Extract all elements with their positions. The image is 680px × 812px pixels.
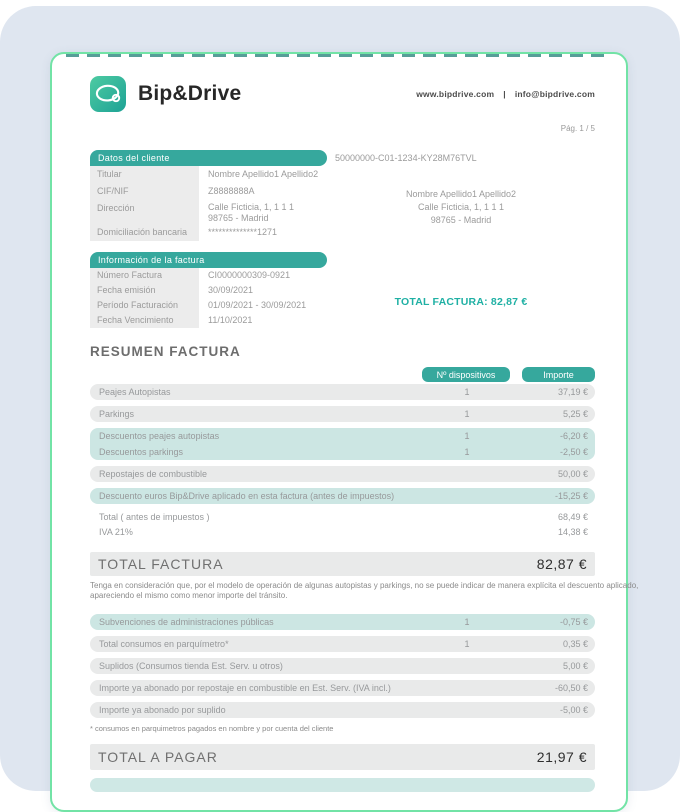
row-amount: 5,00 € (562, 661, 588, 671)
client-section (90, 150, 595, 241)
row-amount: 50,00 € (557, 469, 588, 479)
extras-row-parquimetro (90, 636, 595, 652)
extras-row-subvenciones (90, 614, 595, 630)
row-amount: 5,25 € (562, 409, 588, 419)
invoice-header (90, 76, 595, 112)
total-a-pagar-amount: 21,97 € (536, 749, 587, 765)
invoice-info-section (90, 252, 595, 328)
summary-row-iva (90, 525, 595, 539)
row-label: Importe ya abonado por suplido (99, 705, 226, 715)
emision-value: 30/09/2021 (208, 285, 254, 295)
invoice-row-numero (90, 268, 327, 283)
row-amount: 37,19 € (557, 387, 588, 397)
page-number: Pág. 1 / 5 (560, 124, 595, 133)
numero-value: CI0000000309-0921 (208, 270, 291, 280)
summary-title: RESUMEN FACTURA (90, 344, 241, 359)
summary-row-desc-parkings (90, 444, 595, 460)
client-row-titular (90, 166, 327, 183)
direccion-value (199, 202, 294, 224)
summary-column-headers (90, 367, 595, 382)
row-devices: 1 (464, 447, 470, 457)
client-data-block (90, 150, 327, 241)
total-factura-inline: TOTAL FACTURA: 82,87 € (394, 296, 528, 308)
extras-table (90, 614, 595, 718)
summary-row-peajes (90, 384, 595, 400)
row-devices: 1 (464, 431, 470, 441)
website-link[interactable]: www.bipdrive.com (416, 89, 495, 99)
row-devices: 1 (464, 639, 470, 649)
summary-discount-group (90, 428, 595, 460)
row-amount: -2,50 € (559, 447, 588, 457)
direccion-line2: 98765 - Madrid (208, 213, 269, 223)
invoice-reference: 50000000-C01-1234-KY28M76TVL (335, 153, 477, 163)
row-label: Total ( antes de impuestos ) (99, 512, 210, 522)
direccion-label: Dirección (90, 200, 199, 224)
titular-label: Titular (90, 166, 199, 183)
row-label: Suplidos (Consumos tienda Est. Serv. u otros) (99, 661, 283, 671)
row-label: IVA 21% (99, 527, 133, 537)
row-amount: -5,00 € (559, 705, 588, 715)
row-label: Descuentos parkings (99, 447, 184, 457)
extras-row-suplidos (90, 658, 595, 674)
summary-row-descuento-euros (90, 488, 595, 504)
client-row-domiciliacion (90, 224, 327, 241)
row-amount: -0,75 € (559, 617, 588, 627)
summary-row-repostajes (90, 466, 595, 482)
operation-note: Tenga en consideración que, por el modelo de operación de algunas autopistas y parkings, no se puede indicar de manera explícita el descuento aplicado, apareciendo el mismo como menor importe del tránsito. (90, 581, 639, 600)
row-amount: -6,20 € (559, 431, 588, 441)
invoice-row-vencimiento (90, 313, 327, 328)
loop-icon (92, 78, 124, 110)
parquimetro-footnote: * consumos en parquimetros pagados en nombre y por cuenta del cliente (90, 724, 334, 733)
next-section-clipped-row (90, 778, 595, 792)
row-label: Peajes Autopistas (99, 387, 171, 397)
row-amount: 0,35 € (562, 639, 588, 649)
mailing-line3: 98765 - Madrid (430, 215, 492, 225)
mailing-address (327, 188, 595, 227)
mailing-line2: Calle Ficticia, 1, 1 1 1 (417, 202, 505, 212)
numero-label: Número Factura (90, 268, 199, 283)
row-label: Total consumos en parquímetro* (99, 639, 229, 649)
summary-row-parkings (90, 406, 595, 422)
titular-value: Nombre Apellido1 Apellido2 (208, 169, 319, 179)
row-label: Subvenciones de administraciones públicas (99, 617, 274, 627)
summary-row-total-antes (90, 510, 595, 524)
row-label: Importe ya abonado por repostaje en combustible en Est. Serv. (IVA incl.) (99, 683, 391, 693)
contact-links (416, 89, 595, 99)
domiciliacion-value: **************1271 (208, 227, 278, 237)
total-factura-band (90, 552, 595, 576)
invoice-row-periodo (90, 298, 327, 313)
invoice-info-title: Información de la factura (90, 252, 327, 268)
row-devices: 1 (464, 617, 470, 627)
vencimiento-value: 11/10/2021 (208, 315, 253, 325)
mailing-line1: Nombre Apellido1 Apellido2 (405, 189, 517, 199)
client-row-cif (90, 183, 327, 200)
amount-column-header: Importe (522, 367, 595, 382)
summary-row-desc-peajes (90, 428, 595, 444)
invoice-right-column (327, 252, 595, 328)
emision-label: Fecha emisión (90, 283, 199, 298)
client-right-column (327, 150, 595, 241)
client-row-direccion (90, 200, 327, 224)
row-amount: 14,38 € (557, 527, 588, 537)
periodo-value: 01/09/2021 - 30/09/2021 (208, 300, 307, 310)
row-label: Descuentos peajes autopistas (99, 431, 220, 441)
total-factura-amount: 82,87 € (536, 556, 587, 572)
client-data-title: Datos del cliente (90, 150, 327, 166)
total-a-pagar-label: TOTAL A PAGAR (98, 749, 218, 765)
devices-column-header: Nº dispositivos (422, 367, 510, 382)
invoice-page (50, 52, 639, 812)
row-amount: 68,49 € (557, 512, 588, 522)
brand-name: Bip&Drive (138, 82, 242, 105)
domiciliacion-label: Domiciliación bancaria (90, 224, 199, 241)
row-devices: 1 (464, 387, 470, 397)
periodo-label: Período Facturación (90, 298, 199, 313)
row-label: Descuento euros Bip&Drive aplicado en esta factura (antes de impuestos) (99, 491, 395, 501)
invoice-row-emision (90, 283, 327, 298)
total-a-pagar-band (90, 744, 595, 770)
invoice-info-block (90, 252, 327, 328)
cif-label: CIF/NIF (90, 183, 199, 200)
extras-row-abonado-suplido (90, 702, 595, 718)
row-devices: 1 (464, 409, 470, 419)
row-amount: -60,50 € (554, 683, 588, 693)
row-amount: -15,25 € (554, 491, 588, 501)
row-label: Repostajes de combustible (99, 469, 208, 479)
total-factura-label: TOTAL FACTURA (98, 556, 224, 572)
extras-row-abonado-repostaje (90, 680, 595, 696)
contact-separator: | (503, 89, 506, 99)
row-label: Parkings (99, 409, 135, 419)
direccion-line1: Calle Ficticia, 1, 1 1 1 (208, 202, 295, 212)
bipdrive-logo-icon (90, 76, 126, 112)
email-link[interactable]: info@bipdrive.com (514, 89, 595, 99)
vencimiento-label: Fecha Vencimiento (90, 313, 199, 328)
cif-value: Z8888888A (208, 186, 255, 196)
